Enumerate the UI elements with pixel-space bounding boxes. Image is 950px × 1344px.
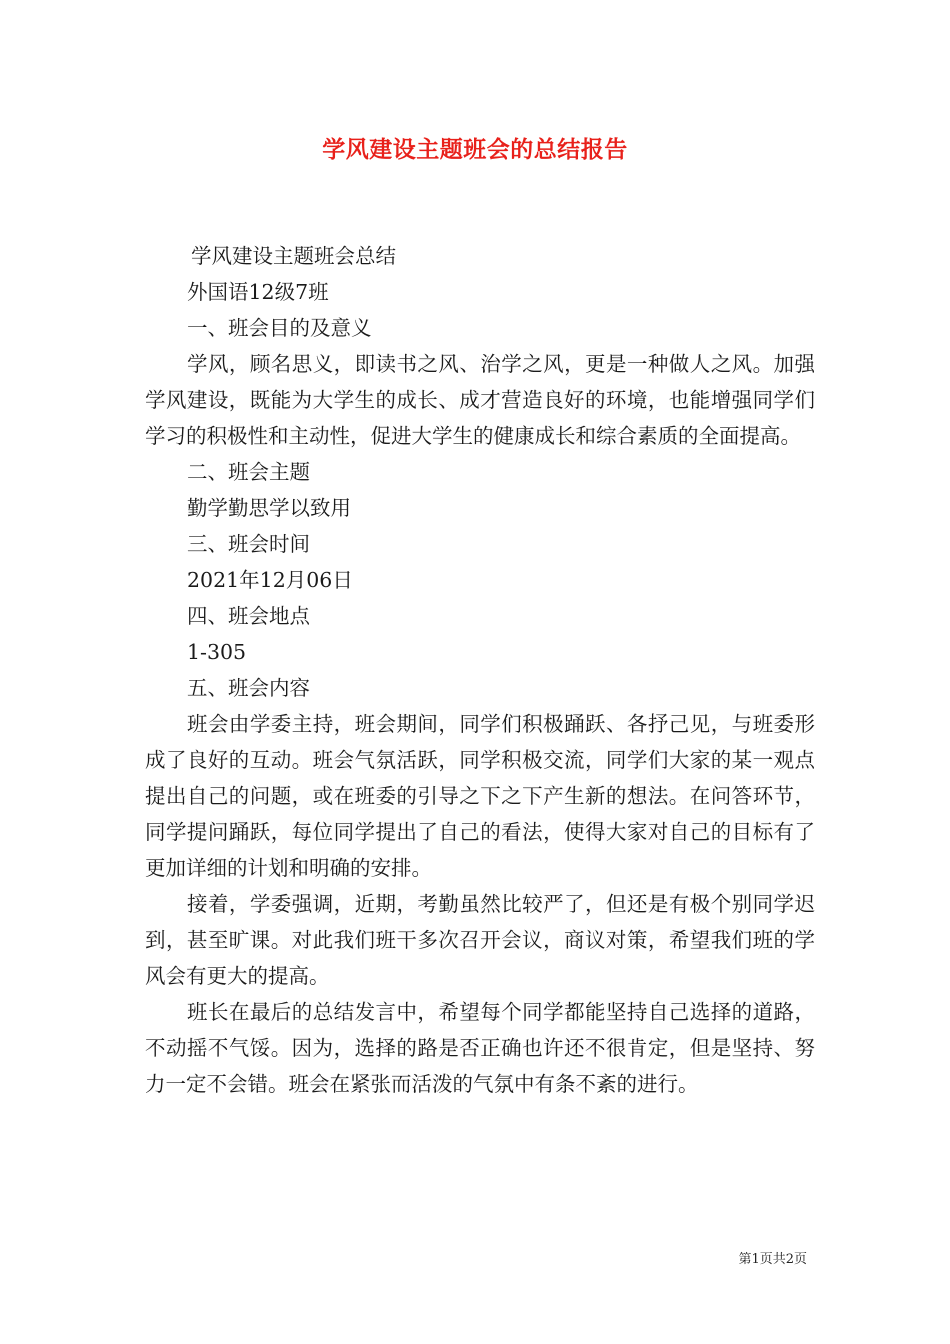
section-heading-content: 五、班会内容	[187, 676, 310, 700]
section-heading-theme: 二、班会主题	[187, 460, 310, 484]
section-heading-time: 三、班会时间	[187, 532, 310, 556]
section-paragraph-content-2: 接着，学委强调，近期，考勤虽然比较严了，但还是有极个别同学迟到，甚至旷课。对此我们班干多次召开会议，商议对策，希望我们班的学风会有更大的提高。	[145, 892, 815, 988]
class-name: 外国语12级7班	[187, 280, 329, 304]
document-title: 学风建设主题班会的总结报告	[322, 136, 628, 163]
section-paragraph-content-3: 班长在最后的总结发言中，希望每个同学都能坚持自己选择的道路，不动摇不气馁。因为，选择的路是否正确也许还不很肯定，但是坚持、努力一定不会错。班会在紧张而活泼的气氛中有条不紊的进行。	[145, 1000, 815, 1096]
document-body	[145, 238, 815, 1102]
document-subtitle: 学风建设主题班会总结	[191, 244, 396, 268]
page-number-footer: 第1页共2页	[738, 1252, 807, 1267]
section-value-location: 1-305	[187, 640, 247, 664]
section-heading-purpose: 一、班会目的及意义	[187, 316, 372, 340]
section-heading-location: 四、班会地点	[187, 604, 310, 628]
section-paragraph-content-1: 班会由学委主持，班会期间，同学们积极踊跃、各抒己见，与班委形成了良好的互动。班会气氛活跃，同学积极交流，同学们大家的某一观点提出自己的问题，或在班委的引导之下之下产生新的想法。在问答环节，同学提问踊跃，每位同学提出了自己的看法，使得大家对自己的目标有了更加详细的计划和明确的安排。	[145, 712, 815, 880]
section-value-time: 2021年12月06日	[187, 568, 353, 592]
section-value-theme: 勤学勤思学以致用	[187, 496, 351, 520]
section-paragraph-purpose: 学风，顾名思义，即读书之风、治学之风，更是一种做人之风。加强学风建设，既能为大学生的成长、成才营造良好的环境，也能增强同学们学习的积极性和主动性，促进大学生的健康成长和综合素质的全面提高。	[145, 352, 815, 448]
